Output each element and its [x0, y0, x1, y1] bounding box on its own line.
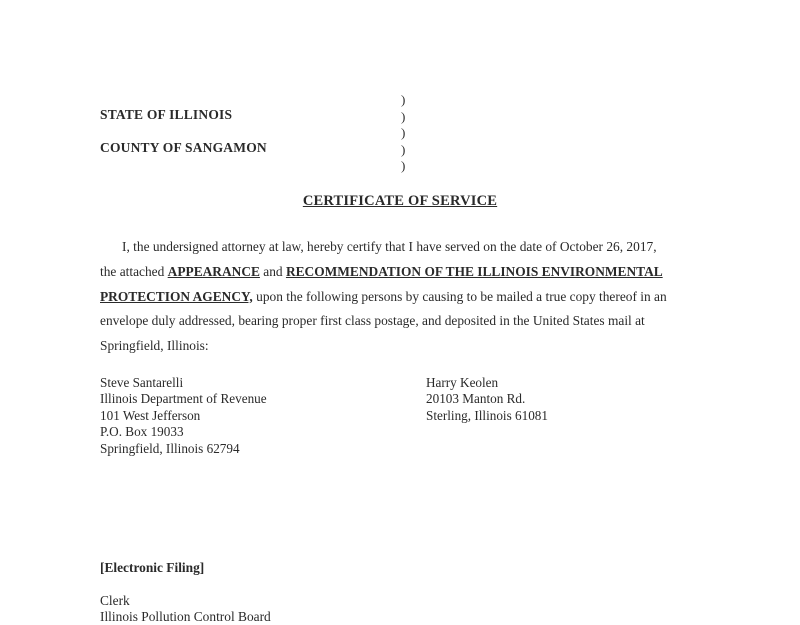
county-line: COUNTY OF SANGAMON	[100, 140, 267, 155]
recipient-address-block	[426, 375, 548, 424]
recommendation-doc-title: RECOMMENDATION OF THE ILLINOIS ENVIRONMENTAL	[285, 263, 663, 279]
recipient-name: Harry Keolen	[426, 375, 499, 390]
case-caption	[100, 107, 267, 173]
document-title: CERTIFICATE OF SERVICE	[302, 193, 498, 209]
recipient-address-block	[100, 375, 267, 457]
clerk-address-block	[100, 593, 271, 625]
recipient-street: 20103 Manton Rd.	[426, 391, 526, 407]
state-line: STATE OF ILLINOIS	[100, 107, 233, 122]
recipient-city: Sterling, Illinois 61081	[426, 407, 548, 423]
paren: )	[401, 108, 406, 124]
body-line: I, the undersigned attorney at law, hereby certify that I have served on the date of October 26, 2017,	[122, 239, 657, 254]
recipient-name: Steve Santarelli	[100, 375, 184, 390]
body-line: Springfield, Illinois:	[100, 338, 209, 354]
recipient-pobox: P.O. Box 19033	[100, 424, 184, 440]
electronic-filing-label: [Electronic Filing]	[100, 560, 205, 575]
paren: )	[401, 141, 406, 157]
body-line: envelope duly addressed, bearing proper first class postage, and deposited in the United States mail at	[100, 313, 645, 329]
board-name: Illinois Pollution Control Board	[100, 609, 271, 624]
body-line: the attached APPEARANCE and RECOMMENDATION OF THE ILLINOIS ENVIRONMENTAL	[100, 263, 663, 279]
recipient-organization: Illinois Department of Revenue	[100, 391, 267, 407]
clerk-title: Clerk	[100, 593, 130, 608]
certification-paragraph	[100, 235, 704, 359]
body-line: PROTECTION AGENCY, upon the following persons by causing to be mailed a true copy thereof in an	[100, 288, 667, 304]
paren: )	[401, 158, 406, 174]
recommendation-doc-title-cont: PROTECTION AGENCY,	[100, 288, 253, 304]
recipient-street: 101 West Jefferson	[100, 407, 201, 423]
paren: )	[401, 125, 406, 141]
paren: )	[401, 92, 406, 107]
appearance-doc-title: APPEARANCE	[167, 263, 260, 279]
caption-parentheses	[401, 92, 405, 175]
recipient-city: Springfield, Illinois 62794	[100, 440, 240, 456]
